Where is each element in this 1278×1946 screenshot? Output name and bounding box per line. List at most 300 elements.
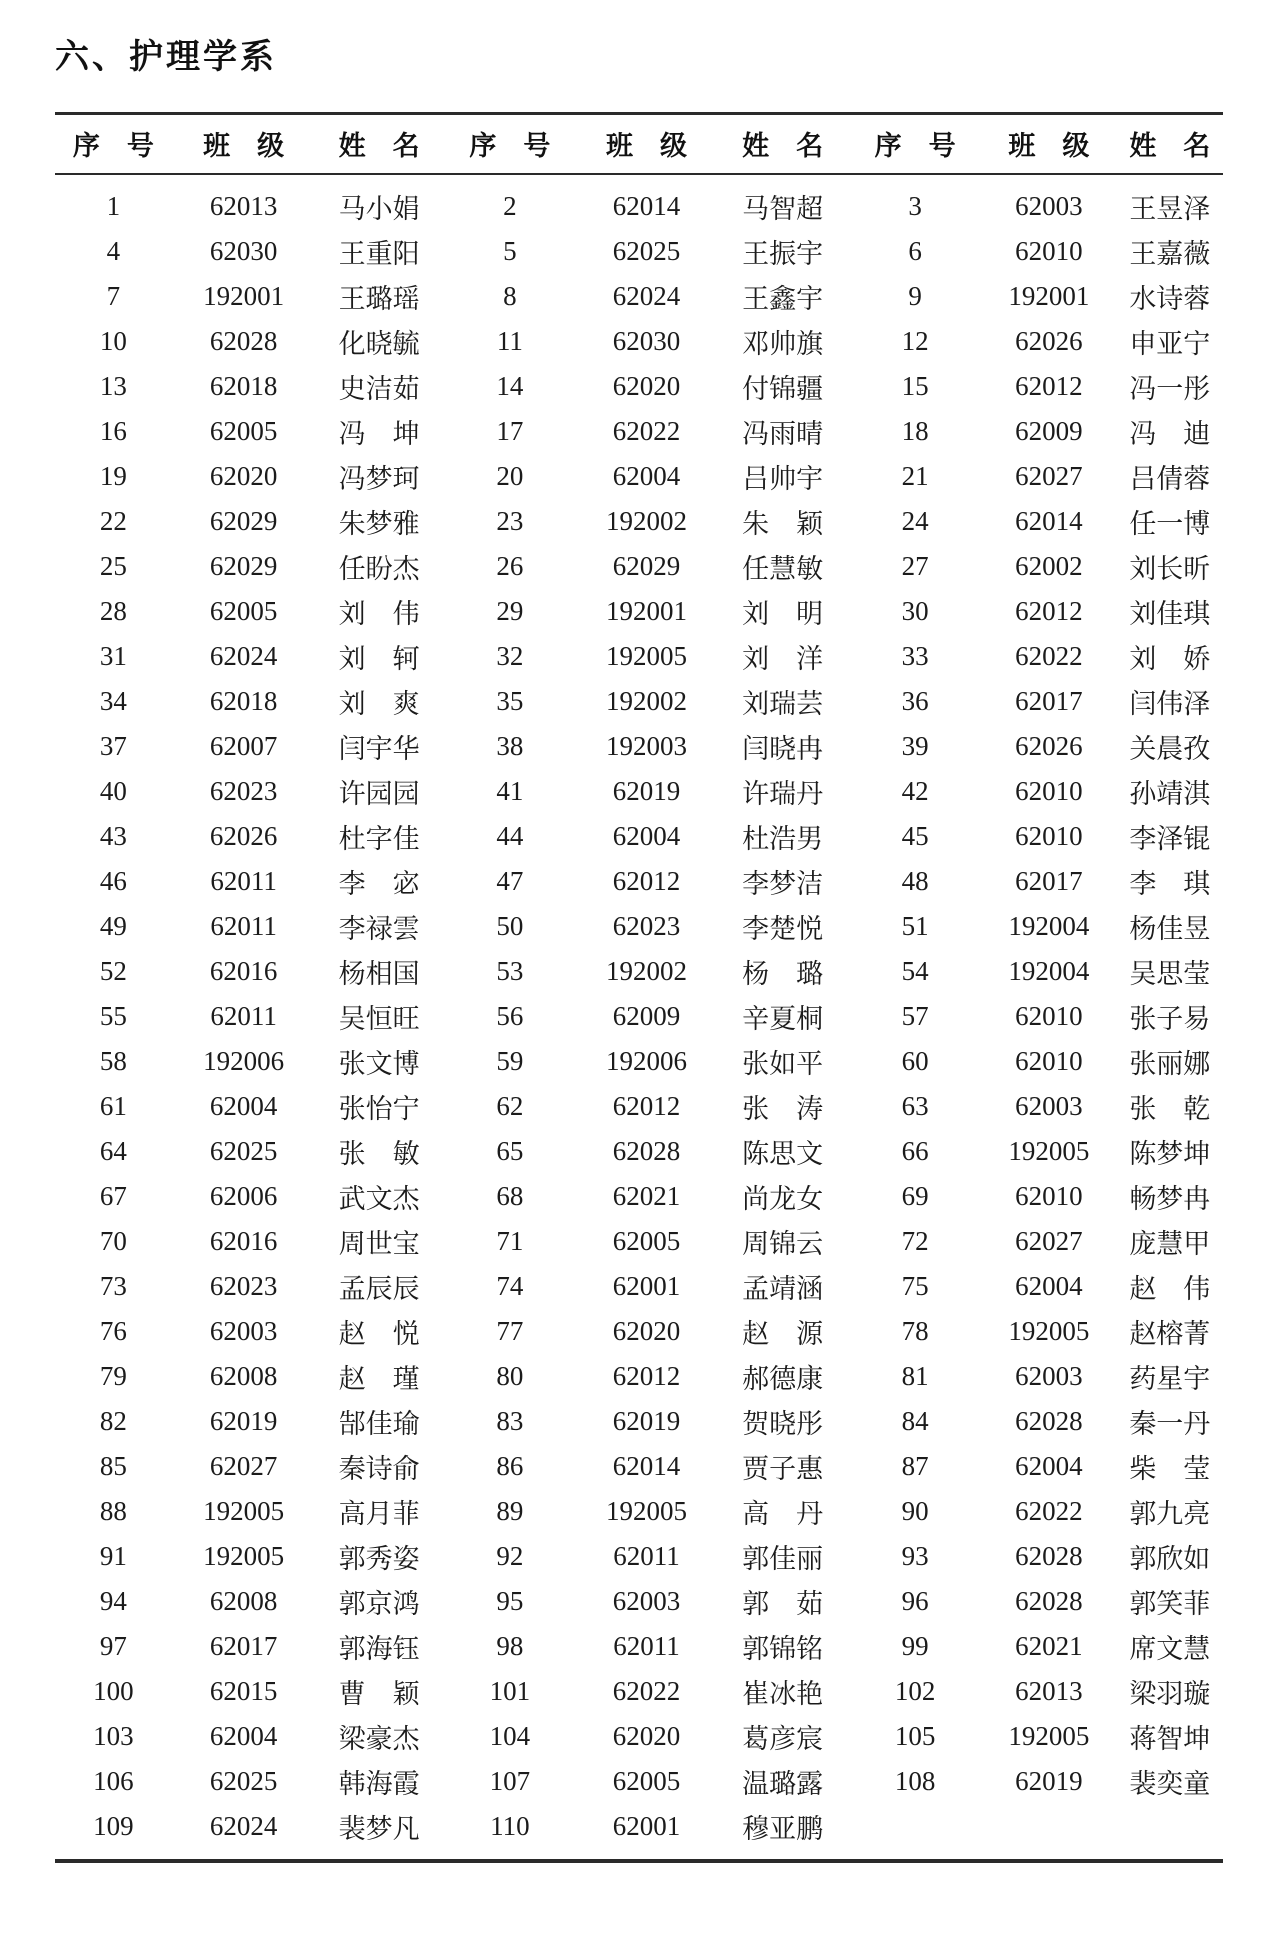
serial-cell: 51 [901,910,929,941]
class-cell: 62029 [612,550,681,581]
serial-cell: 110 [490,1810,530,1841]
serial-cell: 66 [901,1135,929,1166]
serial-cell: 26 [496,550,524,581]
class-cell: 62016 [209,1225,278,1256]
class-cell: 62023 [209,1270,278,1301]
class-cell: 62003 [209,1315,278,1346]
serial-cell: 81 [901,1360,929,1391]
serial-cell: 93 [901,1540,929,1571]
serial-cell: 102 [894,1675,936,1706]
name-cell: 贺晓彤 [742,1408,824,1439]
class-cell: 192001 [1008,280,1090,311]
serial-cell: 23 [496,505,524,536]
name-cell: 崔冰艳 [742,1678,824,1709]
class-cell: 62024 [612,280,681,311]
class-cell: 62021 [612,1180,681,1211]
class-cell: 62003 [1015,190,1083,221]
table-row [55,949,1223,994]
class-cell: 62004 [1015,1450,1083,1481]
name-cell: 吕帅宇 [742,463,824,494]
class-cell: 62003 [1015,1360,1083,1391]
name-cell: 任盼杰 [338,553,420,584]
name-cell: 刘 娇 [1129,643,1211,674]
class-cell: 62004 [612,820,681,851]
name-cell: 刘 轲 [338,643,420,674]
class-cell: 62008 [209,1585,278,1616]
name-cell: 李禄雲 [338,913,420,944]
class-cell: 62011 [210,865,277,896]
serial-cell: 55 [99,1000,127,1031]
serial-cell: 8 [503,280,517,311]
header-serial-2: 序 号 [443,114,577,174]
serial-cell: 57 [901,1000,929,1031]
class-cell: 62012 [1015,370,1083,401]
name-cell: 王昱泽 [1129,193,1211,224]
serial-cell: 44 [496,820,524,851]
page-title: 六、护理学系 [55,39,277,76]
serial-cell: 94 [99,1585,127,1616]
serial-cell [849,1804,981,1849]
table-row [55,1669,1223,1714]
serial-cell: 85 [99,1450,127,1481]
serial-cell: 14 [496,370,524,401]
class-cell: 62018 [209,370,278,401]
class-cell: 62023 [612,910,681,941]
serial-cell: 13 [99,370,127,401]
class-cell: 62004 [1015,1270,1083,1301]
class-cell: 62010 [1015,1000,1083,1031]
class-cell: 62010 [1015,235,1083,266]
class-cell: 62027 [209,1450,278,1481]
class-cell: 192005 [203,1495,285,1526]
class-cell: 62022 [1015,1495,1083,1526]
name-cell: 赵榕菁 [1129,1318,1211,1349]
class-cell: 62028 [1015,1540,1083,1571]
name-cell: 郜佳瑜 [338,1408,420,1439]
name-cell: 郭秀姿 [338,1543,420,1574]
class-cell: 192005 [1008,1720,1090,1751]
name-cell: 畅梦冉 [1129,1183,1211,1214]
name-cell: 付锦疆 [742,373,824,404]
name-cell: 吕倩蓉 [1129,463,1211,494]
name-cell: 闫宇华 [338,733,420,764]
name-cell: 郭锦铭 [742,1633,824,1664]
serial-cell: 12 [901,325,929,356]
serial-cell: 34 [99,685,127,716]
name-cell: 张 涛 [742,1093,824,1124]
class-cell: 62008 [209,1360,278,1391]
name-cell: 郭海钰 [338,1633,420,1664]
serial-cell: 37 [99,730,127,761]
serial-cell: 42 [901,775,929,806]
class-cell: 192006 [606,1045,688,1076]
name-cell: 朱梦雅 [338,508,420,539]
class-cell: 62003 [612,1585,681,1616]
name-cell: 张丽娜 [1129,1048,1211,1079]
name-cell: 曹 颖 [338,1678,420,1709]
serial-cell: 83 [496,1405,524,1436]
serial-cell: 24 [901,505,929,536]
name-cell: 杜浩男 [742,823,824,854]
header-name-2: 姓 名 [716,114,849,174]
class-cell: 62018 [209,685,278,716]
serial-cell: 39 [901,730,929,761]
serial-cell: 59 [496,1045,524,1076]
serial-cell: 103 [93,1720,134,1751]
class-cell: 62007 [209,730,278,761]
serial-cell: 100 [93,1675,134,1706]
roster-table [55,112,1223,1863]
name-cell: 刘 明 [742,598,824,629]
table-row [55,1534,1223,1579]
class-cell: 192005 [203,1540,285,1571]
serial-cell: 6 [908,235,922,266]
serial-cell: 29 [496,595,524,626]
name-cell: 邓帅旗 [742,328,824,359]
class-cell: 192002 [606,955,688,986]
serial-cell: 15 [901,370,929,401]
class-cell: 192005 [1008,1315,1090,1346]
name-cell: 孟靖涵 [742,1273,824,1304]
serial-cell: 50 [496,910,524,941]
class-cell: 62015 [209,1675,278,1706]
serial-cell: 2 [503,190,517,221]
name-cell: 张子易 [1129,1003,1211,1034]
table-row [55,364,1223,409]
class-cell: 62019 [612,775,681,806]
serial-cell: 89 [496,1495,524,1526]
serial-cell: 35 [496,685,524,716]
class-cell: 62028 [612,1135,681,1166]
name-cell: 刘 爽 [338,688,420,719]
serial-cell: 27 [901,550,929,581]
class-cell: 192001 [606,595,688,626]
class-cell: 62013 [209,190,278,221]
serial-cell: 71 [496,1225,524,1256]
class-cell: 192005 [606,1495,688,1526]
serial-cell: 17 [496,415,524,446]
class-cell: 62027 [1015,460,1083,491]
name-cell: 任一博 [1129,508,1211,539]
class-cell: 62025 [209,1135,278,1166]
name-cell: 蒋智坤 [1129,1723,1211,1754]
table-row [55,634,1223,679]
class-cell: 62022 [612,1675,681,1706]
class-cell: 62013 [1015,1675,1083,1706]
serial-cell: 9 [908,280,922,311]
header-name-3: 姓 名 [1117,114,1223,174]
class-cell: 62026 [1015,730,1083,761]
name-cell: 裴奕童 [1129,1768,1211,1799]
serial-cell: 65 [496,1135,524,1166]
class-cell: 62011 [210,910,277,941]
class-cell: 62026 [1015,325,1083,356]
class-cell: 62019 [612,1405,681,1436]
serial-cell: 19 [99,460,127,491]
class-cell: 62011 [613,1540,680,1571]
name-cell: 张如平 [742,1048,824,1079]
class-cell: 62014 [612,1450,681,1481]
class-cell: 62022 [1015,640,1083,671]
name-cell: 赵 瑾 [338,1363,420,1394]
name-cell: 尚龙女 [742,1183,824,1214]
name-cell: 许瑞丹 [742,778,824,809]
name-cell: 药星宇 [1129,1363,1211,1394]
name-cell: 杨 璐 [742,958,824,989]
serial-cell: 54 [901,955,929,986]
header-class-1: 班 级 [172,114,316,174]
class-cell: 192005 [606,640,688,671]
class-cell: 62009 [1015,415,1083,446]
name-cell: 韩海霞 [338,1768,420,1799]
class-cell: 62028 [1015,1585,1083,1616]
serial-cell: 63 [901,1090,929,1121]
class-cell: 192005 [1008,1135,1090,1166]
table-row [55,1489,1223,1534]
name-cell: 冯雨晴 [742,418,824,449]
serial-cell: 3 [908,190,922,221]
name-cell: 李梦洁 [742,868,824,899]
table-row [55,1624,1223,1669]
name-cell: 王嘉薇 [1129,238,1211,269]
class-cell: 62023 [209,775,278,806]
table-row [55,1084,1223,1129]
serial-cell: 91 [99,1540,127,1571]
class-cell: 62026 [209,820,278,851]
table-row [55,1444,1223,1489]
table-row [55,904,1223,949]
class-cell: 62004 [209,1720,278,1751]
name-cell: 化晓毓 [338,328,420,359]
table-row [55,1399,1223,1444]
serial-cell: 64 [99,1135,127,1166]
table-row [55,319,1223,364]
name-cell: 刘 洋 [742,643,824,674]
class-cell: 62002 [1015,550,1083,581]
class-cell [981,1804,1116,1849]
serial-cell: 4 [106,235,121,266]
class-cell: 62021 [1015,1630,1083,1661]
class-cell: 62010 [1015,1045,1083,1076]
class-cell: 192004 [1008,955,1090,986]
name-cell: 李 宓 [338,868,420,899]
class-cell: 62010 [1015,820,1083,851]
name-cell: 张怡宁 [338,1093,420,1124]
table-row [55,1264,1223,1309]
name-cell: 武文杰 [338,1183,420,1214]
serial-cell: 97 [99,1630,127,1661]
name-cell: 杨佳昱 [1129,913,1211,944]
header-row [55,114,1223,174]
serial-cell: 104 [489,1720,531,1751]
name-cell: 刘佳琪 [1129,598,1211,629]
class-cell: 62019 [209,1405,278,1436]
serial-cell: 92 [496,1540,524,1571]
serial-cell: 99 [901,1630,929,1661]
serial-cell: 80 [496,1360,524,1391]
class-cell: 62005 [612,1225,681,1256]
table-row [55,724,1223,769]
serial-cell: 109 [93,1810,134,1841]
class-cell: 192001 [203,280,285,311]
name-cell: 杨相国 [338,958,420,989]
table-row [55,1174,1223,1219]
serial-cell: 107 [489,1765,531,1796]
name-cell: 郭九亮 [1129,1498,1211,1529]
name-cell: 梁豪杰 [338,1723,420,1754]
header-serial-1: 序 号 [55,114,172,174]
name-cell: 高月菲 [338,1498,420,1529]
class-cell: 62020 [209,460,278,491]
class-cell: 62017 [1015,685,1083,716]
serial-cell: 76 [99,1315,127,1346]
serial-cell: 22 [99,505,127,536]
name-cell: 王重阳 [338,238,420,269]
name-cell: 孟辰辰 [338,1273,420,1304]
table-row [55,409,1223,454]
class-cell: 192002 [606,505,688,536]
name-cell: 刘 伟 [338,598,420,629]
serial-cell: 48 [901,865,929,896]
serial-cell: 77 [496,1315,524,1346]
name-cell: 陈梦坤 [1129,1138,1211,1169]
name-cell: 席文慧 [1129,1633,1211,1664]
class-cell: 62022 [612,415,681,446]
name-cell: 冯一彤 [1129,373,1211,404]
class-cell: 62010 [1015,1180,1083,1211]
class-cell: 62009 [612,1000,681,1031]
name-cell: 吴恒旺 [338,1003,420,1034]
name-cell: 葛彦宸 [742,1723,824,1754]
class-cell: 62005 [209,595,278,626]
serial-cell: 21 [901,460,929,491]
name-cell: 张文博 [338,1048,420,1079]
class-cell: 62012 [1015,595,1083,626]
serial-cell: 32 [496,640,524,671]
name-cell: 马智超 [742,193,824,224]
table-row [55,1219,1223,1264]
class-cell: 62020 [612,1720,681,1751]
serial-cell: 88 [99,1495,127,1526]
table-row [55,1039,1223,1084]
serial-cell: 31 [99,640,127,671]
roster-table-body [55,174,1223,1861]
serial-cell: 36 [901,685,929,716]
serial-cell: 5 [503,235,517,266]
class-cell: 62005 [612,1765,681,1796]
table-row [55,814,1223,859]
serial-cell: 86 [496,1450,524,1481]
class-cell: 62029 [209,505,278,536]
name-cell: 郭京鸿 [338,1588,420,1619]
class-cell: 62027 [1015,1225,1083,1256]
name-cell: 梁羽璇 [1129,1678,1211,1709]
table-row [55,544,1223,589]
class-cell: 62029 [209,550,278,581]
class-cell: 62011 [613,1630,680,1661]
serial-cell: 87 [901,1450,929,1481]
class-cell: 192002 [606,685,688,716]
serial-cell: 67 [99,1180,127,1211]
serial-cell: 68 [496,1180,524,1211]
class-cell: 62025 [209,1765,278,1796]
table-row [55,994,1223,1039]
class-cell: 62028 [1015,1405,1083,1436]
name-cell: 张 敏 [338,1138,420,1169]
name-cell: 秦一丹 [1129,1408,1211,1439]
serial-cell: 45 [901,820,929,851]
class-cell: 192003 [606,730,688,761]
serial-cell: 38 [496,730,524,761]
name-cell: 郭佳丽 [742,1543,824,1574]
serial-cell: 105 [894,1720,936,1751]
serial-cell: 60 [901,1045,929,1076]
table-row [55,589,1223,634]
name-cell: 辛夏桐 [742,1003,824,1034]
table-row [55,184,1223,229]
class-cell: 62014 [1015,505,1083,536]
name-cell: 朱 颖 [742,508,824,539]
class-cell: 62030 [612,325,681,356]
class-cell: 62004 [612,460,681,491]
name-cell: 李泽锟 [1129,823,1211,854]
name-cell: 吴思莹 [1129,958,1211,989]
name-cell: 刘长昕 [1129,553,1211,584]
serial-cell: 72 [901,1225,929,1256]
serial-cell: 74 [496,1270,524,1301]
class-cell: 62006 [209,1180,278,1211]
class-cell: 62001 [612,1810,681,1841]
name-cell: 赵 伟 [1129,1273,1211,1304]
table-row [55,1804,1223,1849]
serial-cell: 78 [901,1315,929,1346]
name-cell: 赵 悦 [338,1318,420,1349]
serial-cell: 56 [496,1000,524,1031]
serial-cell: 46 [99,865,127,896]
class-cell: 62016 [209,955,278,986]
name-cell: 水诗蓉 [1129,283,1211,314]
name-cell: 刘瑞芸 [742,688,824,719]
name-cell: 郭欣如 [1129,1543,1211,1574]
name-cell: 郭笑菲 [1129,1588,1211,1619]
class-cell: 62020 [612,370,681,401]
class-cell: 62017 [209,1630,278,1661]
name-cell: 周世宝 [338,1228,420,1259]
class-cell: 62012 [612,1360,681,1391]
name-cell: 穆亚鹏 [742,1813,824,1844]
serial-cell: 18 [901,415,929,446]
class-cell: 62014 [612,190,681,221]
class-cell: 62024 [209,1810,278,1841]
name-cell: 史洁茹 [338,373,420,404]
name-cell: 赵 源 [742,1318,824,1349]
serial-cell: 98 [496,1630,524,1661]
class-cell: 62003 [1015,1090,1083,1121]
name-cell: 温璐露 [742,1768,824,1799]
serial-cell: 49 [99,910,127,941]
serial-cell: 70 [99,1225,127,1256]
table-row [55,499,1223,544]
name-cell: 任慧敏 [742,553,824,584]
name-cell: 申亚宁 [1129,328,1211,359]
serial-cell: 28 [99,595,127,626]
header-serial-3: 序 号 [849,114,981,174]
serial-cell: 11 [496,325,523,356]
class-cell: 62012 [612,1090,681,1121]
serial-cell: 20 [496,460,524,491]
name-cell: 裴梦凡 [338,1813,420,1844]
class-cell: 62030 [209,235,278,266]
